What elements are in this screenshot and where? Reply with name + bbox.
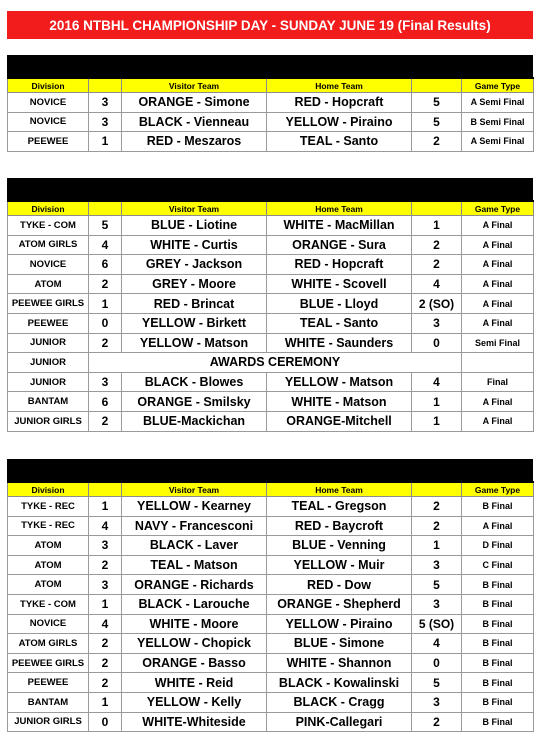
visitor-team-cell: WHITE - Moore — [122, 614, 267, 634]
home-score-cell: 1 — [412, 536, 462, 556]
home-team-cell: BLUE - Lloyd — [267, 294, 412, 314]
visitor-score-cell: 2 — [89, 411, 122, 431]
visitor-team-cell: NAVY - Francesconi — [122, 516, 267, 536]
home-team-cell: BLACK - Cragg — [267, 692, 412, 712]
division-cell: ATOM GIRLS — [8, 634, 89, 654]
division-cell: JUNIOR — [8, 372, 89, 392]
game-type-header: Game Type — [462, 78, 534, 93]
division-cell: TYKE - COM — [8, 594, 89, 614]
home-team-cell: TEAL - Santo — [267, 132, 412, 152]
table-row — [8, 392, 534, 412]
home-team-cell: YELLOW - Piraino — [267, 614, 412, 634]
table-row — [8, 634, 534, 654]
game-type-cell: A Final — [462, 392, 534, 412]
home-score-cell: 3 — [412, 692, 462, 712]
game-type-cell: B Final — [462, 692, 534, 712]
visitor-score-cell: 2 — [89, 653, 122, 673]
visitor-score-cell: 1 — [89, 497, 122, 517]
visitor-score-cell: 1 — [89, 594, 122, 614]
home-score-cell: 2 — [412, 516, 462, 536]
visitor-team-cell: YELLOW - Birkett — [122, 313, 267, 333]
table-body — [8, 497, 534, 732]
results-section — [7, 55, 533, 152]
visitor-score-cell: 6 — [89, 392, 122, 412]
game-type-cell: B Final — [462, 575, 534, 595]
visitor-team-cell: ORANGE - Richards — [122, 575, 267, 595]
home-score-cell: 1 — [412, 216, 462, 236]
home-score-cell: 5 (SO) — [412, 614, 462, 634]
division-cell: ATOM — [8, 274, 89, 294]
home-team-cell: BLUE - Simone — [267, 634, 412, 654]
table-row — [8, 112, 534, 132]
visitor-team-cell: BLACK - Blowes — [122, 372, 267, 392]
visitor-score-cell: 0 — [89, 712, 122, 732]
game-type-cell: A Final — [462, 313, 534, 333]
table-row — [8, 353, 534, 373]
home-team-cell: BLUE - Venning — [267, 536, 412, 556]
visitor-team-cell: BLUE - Liotine — [122, 216, 267, 236]
game-type-cell: A Final — [462, 235, 534, 255]
visitor-team-header: Visitor Team — [122, 482, 267, 497]
division-cell: JUNIOR GIRLS — [8, 712, 89, 732]
home-score-cell: 1 — [412, 411, 462, 431]
results-table — [7, 200, 534, 432]
table-row — [8, 594, 534, 614]
home-score-cell: 1 — [412, 392, 462, 412]
division-cell: ATOM — [8, 575, 89, 595]
table-row — [8, 411, 534, 431]
home-team-header: Home Team — [267, 78, 412, 93]
home-score-cell: 3 — [412, 594, 462, 614]
visitor-score-cell: 4 — [89, 516, 122, 536]
visitor-team-cell: TEAL - Matson — [122, 555, 267, 575]
home-score-cell: 2 — [412, 497, 462, 517]
division-cell: JUNIOR GIRLS — [8, 411, 89, 431]
home-team-cell: RED - Hopcraft — [267, 93, 412, 113]
home-team-cell: TEAL - Santo — [267, 313, 412, 333]
visitor-score-cell: 3 — [89, 93, 122, 113]
visitor-team-cell: BLACK - Vienneau — [122, 112, 267, 132]
visitor-team-cell: BLACK - Laver — [122, 536, 267, 556]
home-score-cell: 5 — [412, 93, 462, 113]
visitor-score-cell: 4 — [89, 235, 122, 255]
game-type-cell: A Final — [462, 516, 534, 536]
home-score-cell: 2 — [412, 712, 462, 732]
division-cell: ATOM — [8, 536, 89, 556]
home-team-cell: ORANGE - Shepherd — [267, 594, 412, 614]
visitor-score-header — [89, 201, 122, 216]
table-body — [8, 216, 534, 432]
home-team-cell: YELLOW - Matson — [267, 372, 412, 392]
division-cell: JUNIOR — [8, 333, 89, 353]
game-type-cell: Semi Final — [462, 333, 534, 353]
division-header: Division — [8, 482, 89, 497]
home-team-cell: ORANGE-Mitchell — [267, 411, 412, 431]
home-team-cell: RED - Baycroft — [267, 516, 412, 536]
visitor-score-cell: 6 — [89, 255, 122, 275]
visitor-score-cell: 5 — [89, 216, 122, 236]
home-team-cell: WHITE - Scovell — [267, 274, 412, 294]
visitor-team-cell: WHITE - Curtis — [122, 235, 267, 255]
table-row — [8, 93, 534, 113]
table-body — [8, 93, 534, 152]
column-header-row — [8, 482, 534, 497]
table-row — [8, 235, 534, 255]
section-header-bar — [7, 459, 533, 481]
home-score-cell: 4 — [412, 274, 462, 294]
game-type-cell: A Final — [462, 411, 534, 431]
division-cell: ATOM GIRLS — [8, 235, 89, 255]
table-row — [8, 216, 534, 236]
game-type-cell: B Final — [462, 614, 534, 634]
division-header: Division — [8, 78, 89, 93]
table-row — [8, 555, 534, 575]
section-header-bar — [7, 55, 533, 77]
division-cell: NOVICE — [8, 614, 89, 634]
home-team-cell: TEAL - Gregson — [267, 497, 412, 517]
home-team-header: Home Team — [267, 482, 412, 497]
home-score-cell: 5 — [412, 673, 462, 693]
game-type-cell: B Final — [462, 594, 534, 614]
visitor-score-header — [89, 482, 122, 497]
visitor-score-cell: 1 — [89, 132, 122, 152]
home-score-cell: 0 — [412, 333, 462, 353]
visitor-team-cell: GREY - Jackson — [122, 255, 267, 275]
table-row — [8, 516, 534, 536]
division-cell: NOVICE — [8, 112, 89, 132]
home-score-cell: 4 — [412, 634, 462, 654]
visitor-team-cell: GREY - Moore — [122, 274, 267, 294]
visitor-score-cell: 1 — [89, 692, 122, 712]
section-header-bar — [7, 178, 533, 200]
home-score-cell: 2 (SO) — [412, 294, 462, 314]
game-type-cell: A Final — [462, 294, 534, 314]
home-team-cell: YELLOW - Muir — [267, 555, 412, 575]
results-section — [7, 459, 533, 732]
visitor-score-cell: 3 — [89, 372, 122, 392]
division-cell: BANTAM — [8, 392, 89, 412]
visitor-team-cell: ORANGE - Smilsky — [122, 392, 267, 412]
home-score-cell: 5 — [412, 575, 462, 595]
game-type-cell: B Final — [462, 712, 534, 732]
game-type-cell: A Final — [462, 216, 534, 236]
results-table — [7, 481, 534, 732]
division-cell: PEEWEE GIRLS — [8, 294, 89, 314]
game-type-cell: A Final — [462, 255, 534, 275]
event-cell: AWARDS CEREMONY — [89, 353, 462, 373]
column-header-row — [8, 78, 534, 93]
game-type-cell: B Final — [462, 653, 534, 673]
table-row — [8, 274, 534, 294]
home-team-cell: YELLOW - Piraino — [267, 112, 412, 132]
visitor-score-cell: 2 — [89, 333, 122, 353]
visitor-score-cell: 0 — [89, 313, 122, 333]
game-type-header: Game Type — [462, 482, 534, 497]
division-cell: PEEWEE GIRLS — [8, 653, 89, 673]
visitor-score-cell: 3 — [89, 112, 122, 132]
home-score-cell: 5 — [412, 112, 462, 132]
division-cell: BANTAM — [8, 692, 89, 712]
game-type-cell — [462, 353, 534, 373]
game-type-cell: A Semi Final — [462, 93, 534, 113]
game-type-cell: D Final — [462, 536, 534, 556]
table-row — [8, 614, 534, 634]
home-team-cell: WHITE - Matson — [267, 392, 412, 412]
game-type-cell: B Semi Final — [462, 112, 534, 132]
game-type-cell: Final — [462, 372, 534, 392]
home-team-cell: RED - Hopcraft — [267, 255, 412, 275]
table-row — [8, 497, 534, 517]
visitor-team-cell: YELLOW - Matson — [122, 333, 267, 353]
visitor-team-cell: YELLOW - Chopick — [122, 634, 267, 654]
home-team-cell: WHITE - Saunders — [267, 333, 412, 353]
division-cell: PEEWEE — [8, 673, 89, 693]
table-row — [8, 653, 534, 673]
division-cell: NOVICE — [8, 255, 89, 275]
table-row — [8, 294, 534, 314]
game-type-cell: C Final — [462, 555, 534, 575]
table-row — [8, 673, 534, 693]
visitor-team-cell: YELLOW - Kearney — [122, 497, 267, 517]
division-cell: ATOM — [8, 555, 89, 575]
results-section — [7, 178, 533, 432]
home-team-header: Home Team — [267, 201, 412, 216]
home-team-cell: PINK-Callegari — [267, 712, 412, 732]
home-team-cell: BLACK - Kowalinski — [267, 673, 412, 693]
division-cell: JUNIOR — [8, 353, 89, 373]
table-row — [8, 712, 534, 732]
division-cell: PEEWEE — [8, 313, 89, 333]
game-type-cell: B Final — [462, 634, 534, 654]
visitor-team-header: Visitor Team — [122, 201, 267, 216]
visitor-team-cell: YELLOW - Kelly — [122, 692, 267, 712]
home-team-cell: RED - Dow — [267, 575, 412, 595]
home-score-cell: 2 — [412, 132, 462, 152]
home-score-cell: 3 — [412, 313, 462, 333]
game-type-cell: B Final — [462, 497, 534, 517]
visitor-score-cell: 2 — [89, 274, 122, 294]
table-row — [8, 692, 534, 712]
visitor-score-cell: 2 — [89, 555, 122, 575]
visitor-team-cell: RED - Meszaros — [122, 132, 267, 152]
table-row — [8, 575, 534, 595]
visitor-team-cell: RED - Brincat — [122, 294, 267, 314]
home-score-cell: 2 — [412, 255, 462, 275]
visitor-team-header: Visitor Team — [122, 78, 267, 93]
column-header-row — [8, 201, 534, 216]
home-score-cell: 3 — [412, 555, 462, 575]
visitor-team-cell: ORANGE - Basso — [122, 653, 267, 673]
game-type-header: Game Type — [462, 201, 534, 216]
table-row — [8, 536, 534, 556]
division-cell: TYKE - REC — [8, 497, 89, 517]
visitor-team-cell: BLACK - Larouche — [122, 594, 267, 614]
page-title: 2016 NTBHL CHAMPIONSHIP DAY - SUNDAY JUNE 19 (Final Results) — [7, 11, 533, 39]
visitor-team-cell: WHITE - Reid — [122, 673, 267, 693]
visitor-score-cell: 2 — [89, 634, 122, 654]
visitor-team-cell: WHITE-Whiteside — [122, 712, 267, 732]
home-score-header — [412, 78, 462, 93]
results-table — [7, 77, 534, 152]
home-team-cell: ORANGE - Sura — [267, 235, 412, 255]
table-row — [8, 255, 534, 275]
visitor-score-cell: 3 — [89, 536, 122, 556]
division-cell: PEEWEE — [8, 132, 89, 152]
visitor-score-cell: 2 — [89, 673, 122, 693]
home-score-cell: 2 — [412, 235, 462, 255]
home-score-header — [412, 201, 462, 216]
visitor-score-cell: 3 — [89, 575, 122, 595]
game-type-cell: B Final — [462, 673, 534, 693]
home-score-header — [412, 482, 462, 497]
home-score-cell: 0 — [412, 653, 462, 673]
division-cell: NOVICE — [8, 93, 89, 113]
table-row — [8, 132, 534, 152]
game-type-cell: A Semi Final — [462, 132, 534, 152]
home-team-cell: WHITE - Shannon — [267, 653, 412, 673]
visitor-team-cell: ORANGE - Simone — [122, 93, 267, 113]
visitor-score-cell: 1 — [89, 294, 122, 314]
division-header: Division — [8, 201, 89, 216]
home-team-cell: WHITE - MacMillan — [267, 216, 412, 236]
game-type-cell: A Final — [462, 274, 534, 294]
visitor-score-cell: 4 — [89, 614, 122, 634]
division-cell: TYKE - REC — [8, 516, 89, 536]
visitor-score-header — [89, 78, 122, 93]
division-cell: TYKE - COM — [8, 216, 89, 236]
table-row — [8, 372, 534, 392]
visitor-team-cell: BLUE-Mackichan — [122, 411, 267, 431]
table-row — [8, 333, 534, 353]
table-row — [8, 313, 534, 333]
home-score-cell: 4 — [412, 372, 462, 392]
